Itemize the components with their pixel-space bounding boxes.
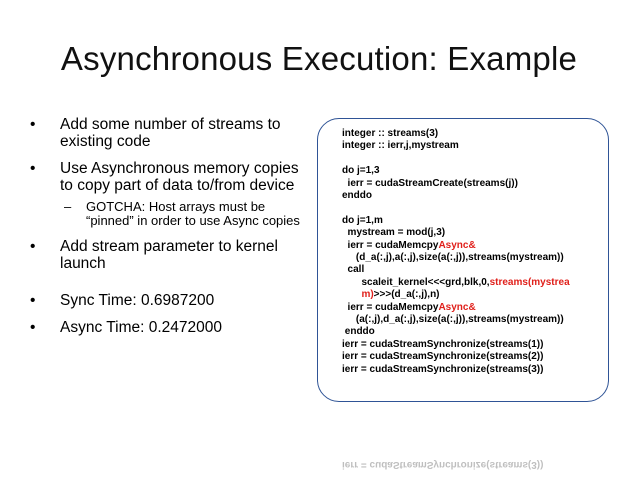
code-line: call <box>342 264 365 276</box>
bullet-text: Async Time: 0.2472000 <box>60 319 222 336</box>
bullet-symbol: • <box>30 238 36 255</box>
bullet-text: GOTCHA: Host arrays must be “pinned” in order to use Async copies <box>86 199 300 228</box>
code-segment: >>>(d_a(:,j),n) <box>373 289 440 301</box>
code-segment: ierr = cudaMemcpy <box>342 239 439 251</box>
bullet-item <box>28 319 310 336</box>
bullet-symbol: • <box>30 319 36 336</box>
code-line <box>342 289 612 301</box>
bullet-item <box>28 116 310 150</box>
code-line: (d_a(:,j),a(:,j),size(a(:,j)),streams(mystream)) <box>342 252 564 264</box>
sub-bullet-symbol: – <box>64 199 72 214</box>
code-block <box>342 128 612 376</box>
bullet-symbol: • <box>30 160 36 177</box>
bullet-symbol: • <box>30 292 36 309</box>
code-blank-line <box>342 153 612 165</box>
code-line <box>342 302 612 314</box>
slide-title: Asynchronous Execution: Example <box>60 40 578 77</box>
code-line: do j=1,3 <box>342 165 380 177</box>
code-highlight: Async& <box>438 301 476 313</box>
code-line: ierr = cudaStreamSynchronize(streams(2)) <box>342 351 544 363</box>
code-line: enddo <box>342 190 372 202</box>
sub-bullet-item <box>28 200 310 228</box>
code-line <box>342 277 612 289</box>
bullet-text: Use Asynchronous memory copies to copy part of data to/from device <box>60 160 299 194</box>
code-line: ierr = cudaStreamCreate(streams(j)) <box>342 177 518 189</box>
code-line: integer :: streams(3) <box>342 128 439 139</box>
code-line <box>342 240 612 252</box>
bullet-item <box>28 238 310 272</box>
code-segment: scaleit_kernel<<<grd,blk,0, <box>342 276 490 288</box>
bullet-item <box>28 292 310 309</box>
code-line: ierr = cudaStreamSynchronize(streams(1)) <box>342 338 544 350</box>
code-reflection: ierr = cudaStreamSynchronize(streams(3)) <box>342 459 544 470</box>
code-line: integer :: ierr,j,mystream <box>342 140 459 152</box>
code-blank-line <box>342 202 612 214</box>
code-segment: ierr = cudaMemcpy <box>342 301 439 313</box>
code-highlight: streams(mystrea <box>489 276 570 288</box>
code-highlight: m) <box>342 289 374 301</box>
code-line: ierr = cudaStreamSynchronize(streams(3)) <box>342 363 544 375</box>
bullet-text: Add some number of streams to existing code <box>60 116 281 150</box>
code-line: (a(:,j),d_a(:,j),size(a(:,j)),streams(mystream)) <box>342 314 564 326</box>
bullet-item <box>28 160 310 194</box>
bullet-text: Sync Time: 0.6987200 <box>60 292 215 309</box>
code-line: mystream = mod(j,3) <box>342 227 446 239</box>
code-line: do j=1,m <box>342 214 383 226</box>
bullet-text: Add stream parameter to kernel launch <box>60 238 278 272</box>
bullet-list <box>28 116 310 346</box>
code-line: enddo <box>342 326 375 338</box>
bullet-symbol: • <box>30 116 36 133</box>
code-highlight: Async& <box>438 239 476 251</box>
